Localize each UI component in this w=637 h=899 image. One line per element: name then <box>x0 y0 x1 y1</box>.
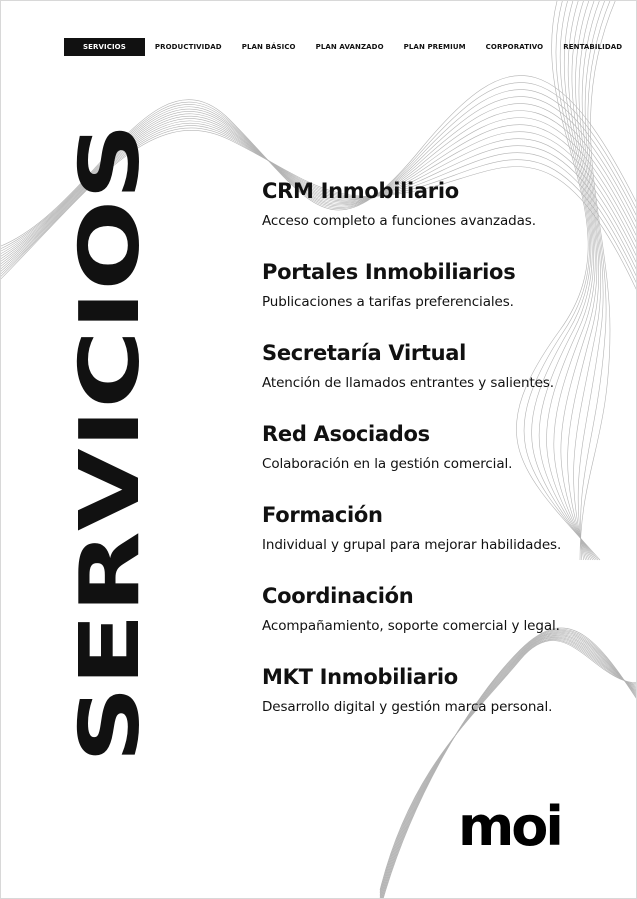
nav-tab-plan-premium[interactable]: PLAN PREMIUM <box>403 43 466 51</box>
services-list <box>262 178 622 745</box>
nav-tab-rentabilidad[interactable]: RENTABILIDAD <box>563 43 623 51</box>
nav-tab-productividad[interactable]: PRODUCTIVIDAD <box>154 43 222 51</box>
service-title: Secretaría Virtual <box>262 341 467 365</box>
nav-tab-plan-avanzado[interactable]: PLAN AVANZADO <box>315 43 384 51</box>
service-title: Formación <box>262 503 383 527</box>
page-title-vertical <box>58 118 158 768</box>
nav-tab-corporativo[interactable]: CORPORATIVO <box>485 43 544 51</box>
nav-tab-plan-basico[interactable]: PLAN BÁSICO <box>241 43 296 51</box>
service-title: Red Asociados <box>262 422 430 446</box>
service-title: Coordinación <box>262 584 414 608</box>
service-item-mkt <box>262 664 622 745</box>
service-item-red-asociados <box>262 421 622 502</box>
service-item-crm <box>262 178 622 259</box>
service-item-secretaria <box>262 340 622 421</box>
service-title: MKT Inmobiliario <box>262 665 458 689</box>
top-navigation <box>64 38 632 56</box>
service-description: Publicaciones a tarifas preferenciales. <box>262 294 514 310</box>
nav-tab-servicios[interactable]: SERVICIOS <box>64 38 145 56</box>
service-title: Portales Inmobiliarios <box>262 260 516 284</box>
service-description: Desarrollo digital y gestión marca personal. <box>262 699 553 715</box>
service-description: Individual y grupal para mejorar habilidades. <box>262 537 562 553</box>
page-title: SERVICIOS <box>63 271 158 763</box>
moi-logo: moi <box>458 795 561 858</box>
service-description: Colaboración en la gestión comercial. <box>262 456 513 472</box>
service-description: Acceso completo a funciones avanzadas. <box>262 213 536 229</box>
service-description: Atención de llamados entrantes y salientes. <box>262 375 554 391</box>
service-item-formacion <box>262 502 622 583</box>
service-title: CRM Inmobiliario <box>262 179 459 203</box>
service-item-coordinacion <box>262 583 622 664</box>
service-item-portales <box>262 259 622 340</box>
service-description: Acompañamiento, soporte comercial y legal. <box>262 618 560 634</box>
